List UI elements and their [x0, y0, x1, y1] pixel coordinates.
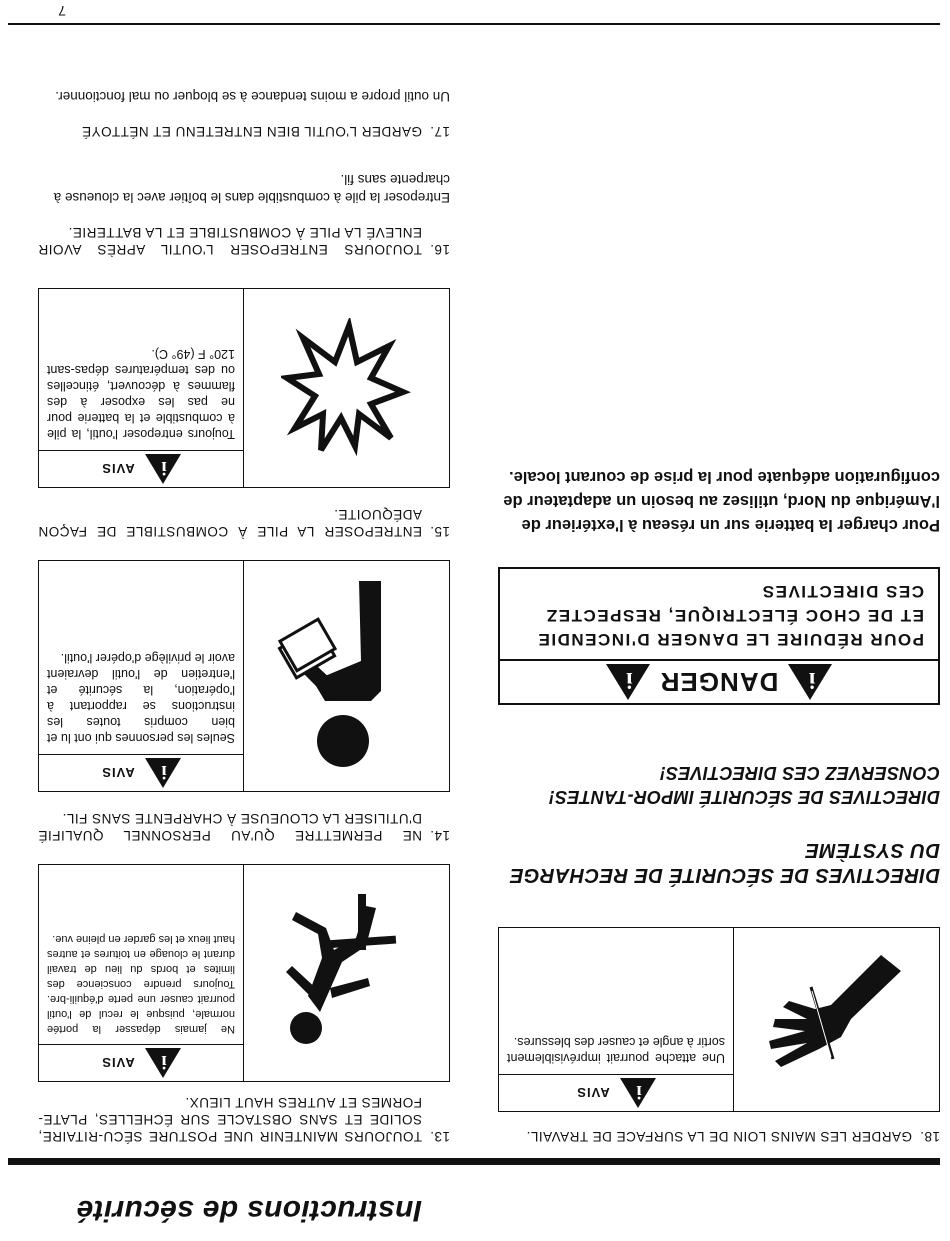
item-18-heading — [498, 1128, 940, 1145]
item-18-number: 18. — [919, 1129, 940, 1144]
item-17-body: Un outil propre a moins tendance à se bloquer ou mal fonctionner. — [55, 89, 450, 104]
item-18-text: GARDER LES MAINS LOIN DE LA SURFACE DE TRAVAIL. — [526, 1129, 912, 1144]
item-15-text: ENTREPOSER LA PILE À COMBUSTIBLE DE FAÇON ADÉQUOITE. — [38, 507, 422, 539]
left-column — [498, 465, 940, 1145]
falling-person-icon — [243, 865, 449, 1081]
notice-18-text: Une attache pourrait imprévisiblement sortir à angle et causer des blessures. — [507, 1035, 725, 1065]
section-subtitle: DIRECTIVES DE SÉCURITÉ IMPOR-TANTES! CONSERVEZ CES DIRECTIVES! — [548, 763, 940, 807]
danger-header — [500, 659, 938, 703]
avis-label: AVIS — [101, 461, 135, 477]
notice-14-box — [38, 560, 450, 792]
item-16-text: TOUJOURS ENTREPOSER L'OUTIL APRÈS AVOIR ENLEVÉ LA PILE À COMBUSTIBLE ET LA BATTERIE. — [38, 225, 422, 257]
item-17-heading — [38, 123, 450, 140]
warning-triangle-icon: i — [145, 758, 181, 788]
warning-triangle-icon: i — [145, 1048, 181, 1078]
danger-box — [498, 567, 940, 705]
notice-18-box — [498, 927, 940, 1112]
item-14-number: 14. — [429, 828, 450, 843]
notice-15-header — [39, 450, 243, 487]
avis-label: AVIS — [576, 1085, 610, 1101]
item-13-number: 13. — [429, 1129, 450, 1144]
header-rule — [8, 1158, 940, 1165]
notice-13-box — [38, 864, 450, 1082]
charging-note: Pour charger la batterie sur un réseau à l'extérieur de l'Amérique du Nord, utilisez au besoin un adaptateur de configuration adéquate pour la prise de courant locale. — [503, 468, 940, 534]
notice-18-header — [499, 1074, 733, 1111]
warning-triangle-icon: i — [145, 454, 181, 484]
item-16-heading — [38, 224, 450, 258]
warning-triangle-icon: i — [788, 664, 832, 700]
notice-14-header — [39, 754, 243, 791]
explosion-burst-icon — [243, 289, 449, 487]
item-16-number: 16. — [429, 242, 450, 257]
section-title: DIRECTIVES DE SÉCURITÉ DE RECHARGE DU SYSTÈME — [509, 839, 940, 886]
avis-label: AVIS — [101, 1055, 135, 1071]
notice-15-text: Toujours entreposer l'outil, la pile à combustible et la batterie pour ne pas les exposer à des flammes à découvert, étincelles ou des températures dépas-sant 120° F (49° C). — [47, 347, 235, 441]
notice-15-box — [38, 288, 450, 488]
warning-triangle-icon: i — [620, 1078, 656, 1108]
item-17-number: 17. — [429, 124, 450, 139]
footer-rule — [8, 23, 940, 25]
item-16-body: Entreposer la pile à combustible dans le boîtier avec la cloueuse à charpente sans fil. — [53, 172, 450, 205]
item-14-text: NE PERMETTRE QU'AU PERSONNEL QUALIFIÉ D'UTILISER LA CLOUEUSE À CHARPENTE SANS FIL. — [38, 811, 422, 843]
item-13-text: TOUJOURS MAINTENIR UNE POSTURE SÉCU-RITAIRE, SOLIDE ET SANS OBSTACLE SUR ÉCHELLES, PLATE-FORMES ET AUTRES HAUT LIEUX. — [38, 1095, 422, 1144]
right-column — [38, 87, 450, 1145]
item-13-heading — [38, 1094, 450, 1145]
item-15-number: 15. — [429, 524, 450, 539]
item-17-text: GARDER L'OUTIL BIEN ENTRETENU ET NÉTTOYÉ — [81, 124, 422, 139]
item-14-heading — [38, 810, 450, 844]
avis-label: AVIS — [101, 765, 135, 781]
danger-label: DANGER — [659, 667, 779, 698]
page-number: 7 — [58, 3, 66, 19]
notice-13-text: Ne jamais dépasser la portée normale, puisque le recul de l'outil pourrait causer une perte d'équili-bre. Toujours prendre conscience des limites et bords du lieu de travail durant le clouage en toitures et autres haut lieux et les garder en pleine vue. — [47, 933, 235, 1035]
danger-text: POUR RÉDUIRE LE DANGER D'INCENDIE ET DE CHOC ÉLECTRIQUE, RESPECTEZ CES DIRECTIVES — [537, 582, 924, 649]
hand-with-nail-icon — [733, 928, 939, 1111]
notice-14-text: Seules les personnes qui ont lu et bien compris toutes les instructions se rapportant à l'opération, la sécurité et l'entretien de l'outil devraient avoir le privilège d'opérer l'outil. — [47, 651, 235, 745]
item-15-heading — [38, 506, 450, 540]
person-reading-manual-icon — [243, 561, 449, 791]
warning-triangle-icon: i — [606, 664, 650, 700]
notice-13-header — [39, 1044, 243, 1081]
page-title: Instructions de sécurité — [76, 1194, 422, 1227]
